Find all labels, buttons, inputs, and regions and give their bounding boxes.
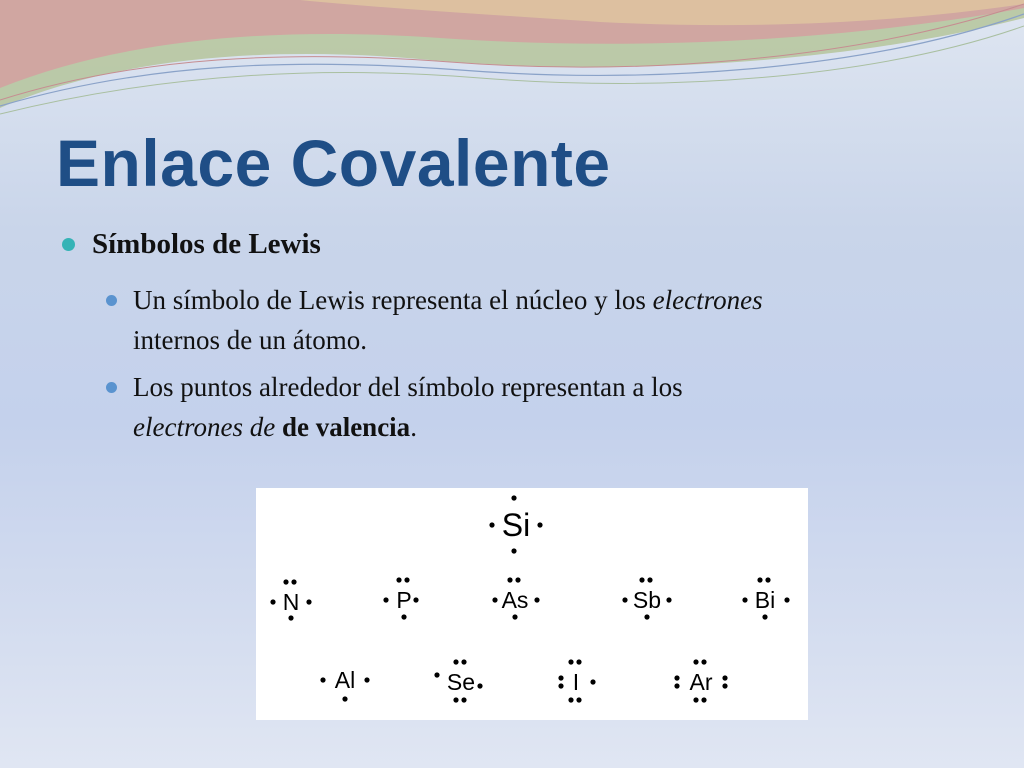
element-symbol: Se xyxy=(446,669,476,695)
slide-title: Enlace Covalente xyxy=(56,126,611,200)
valence-electron-dot xyxy=(396,577,401,582)
valence-electron-dot xyxy=(283,579,288,584)
element-symbol: Sb xyxy=(632,587,662,613)
valence-electron-dot xyxy=(453,697,458,702)
sub-bullet-text xyxy=(133,367,953,447)
valence-electron-dot xyxy=(757,577,762,582)
italic-term: electrones xyxy=(652,285,763,315)
valence-electron-dot xyxy=(489,522,494,527)
lewis-symbols-figure xyxy=(256,488,808,720)
valence-electron-dot xyxy=(576,659,581,664)
valence-electron-dot xyxy=(477,683,482,688)
element-symbol: Al xyxy=(334,667,356,693)
valence-electron-dot xyxy=(701,697,706,702)
bold-term: de valencia xyxy=(281,412,411,442)
text-segment: Los puntos alrededor del símbolo representan a los xyxy=(133,372,683,402)
valence-electron-dot xyxy=(576,697,581,702)
valence-electron-dot xyxy=(512,614,517,619)
lewis-symbol-se xyxy=(434,659,482,702)
valence-electron-dot xyxy=(383,597,388,602)
valence-electron-dot xyxy=(639,577,644,582)
valence-electron-dot xyxy=(364,677,369,682)
valence-electron-dot xyxy=(762,614,767,619)
valence-electron-dot xyxy=(742,597,747,602)
valence-electron-dot xyxy=(291,579,296,584)
valence-electron-dot xyxy=(558,675,563,680)
element-symbol: Ar xyxy=(689,669,713,695)
text-segment: internos de un átomo. xyxy=(133,325,367,355)
valence-electron-dot xyxy=(674,675,679,680)
italic-term: electrones de xyxy=(133,412,276,442)
element-symbol: As xyxy=(501,587,529,613)
valence-electron-dot xyxy=(515,577,520,582)
lewis-symbols-diagram xyxy=(256,488,808,720)
lewis-symbol-p xyxy=(383,577,418,619)
element-symbol: I xyxy=(572,669,580,695)
valence-electron-dot xyxy=(693,659,698,664)
valence-electron-dot xyxy=(511,495,516,500)
valence-electron-dot xyxy=(507,577,512,582)
valence-electron-dot xyxy=(693,697,698,702)
lewis-symbol-as xyxy=(492,577,539,619)
text-segment xyxy=(275,412,282,442)
valence-electron-dot xyxy=(511,548,516,553)
element-symbol: P xyxy=(396,587,412,613)
valence-electron-dot xyxy=(492,597,497,602)
valence-electron-dot xyxy=(320,677,325,682)
valence-electron-dot xyxy=(288,615,293,620)
bullet-dot xyxy=(62,238,75,251)
valence-electron-dot xyxy=(622,597,627,602)
valence-electron-dot xyxy=(401,614,406,619)
lewis-symbol-sb xyxy=(622,577,671,619)
lewis-symbol-n xyxy=(270,579,311,620)
lewis-symbol-al xyxy=(320,667,369,702)
lewis-symbol-i xyxy=(558,659,595,702)
valence-electron-dot xyxy=(590,679,595,684)
lewis-symbol-ar xyxy=(674,659,727,702)
element-symbol: N xyxy=(282,589,300,615)
valence-electron-dot xyxy=(644,614,649,619)
valence-electron-dot xyxy=(722,683,727,688)
valence-electron-dot xyxy=(558,683,563,688)
element-symbol: Bi xyxy=(754,587,776,613)
valence-electron-dot xyxy=(270,599,275,604)
valence-electron-dot xyxy=(306,599,311,604)
decorative-header-wave xyxy=(0,0,1024,120)
valence-electron-dot xyxy=(674,683,679,688)
element-symbol: Si xyxy=(501,507,531,543)
valence-electron-dot xyxy=(404,577,409,582)
valence-electron-dot xyxy=(722,675,727,680)
valence-electron-dot xyxy=(453,659,458,664)
valence-electron-dot xyxy=(666,597,671,602)
valence-electron-dot xyxy=(342,696,347,701)
text-segment: . xyxy=(410,412,417,442)
valence-electron-dot xyxy=(568,697,573,702)
valence-electron-dot xyxy=(701,659,706,664)
lewis-symbol-si xyxy=(489,495,542,553)
bullet-dot xyxy=(106,295,117,306)
valence-electron-dot xyxy=(568,659,573,664)
valence-electron-dot xyxy=(534,597,539,602)
bullet-dot xyxy=(106,382,117,393)
valence-electron-dot xyxy=(765,577,770,582)
text-segment: Un símbolo de Lewis representa el núcleo y los xyxy=(133,285,653,315)
valence-electron-dot xyxy=(413,597,418,602)
sub-bullet-text xyxy=(133,280,953,360)
valence-electron-dot xyxy=(537,522,542,527)
lewis-symbol-bi xyxy=(742,577,789,619)
valence-electron-dot xyxy=(784,597,789,602)
valence-electron-dot xyxy=(461,697,466,702)
valence-electron-dot xyxy=(434,672,439,677)
valence-electron-dot xyxy=(647,577,652,582)
valence-electron-dot xyxy=(461,659,466,664)
bullet-text: Símbolos de Lewis xyxy=(92,228,321,260)
